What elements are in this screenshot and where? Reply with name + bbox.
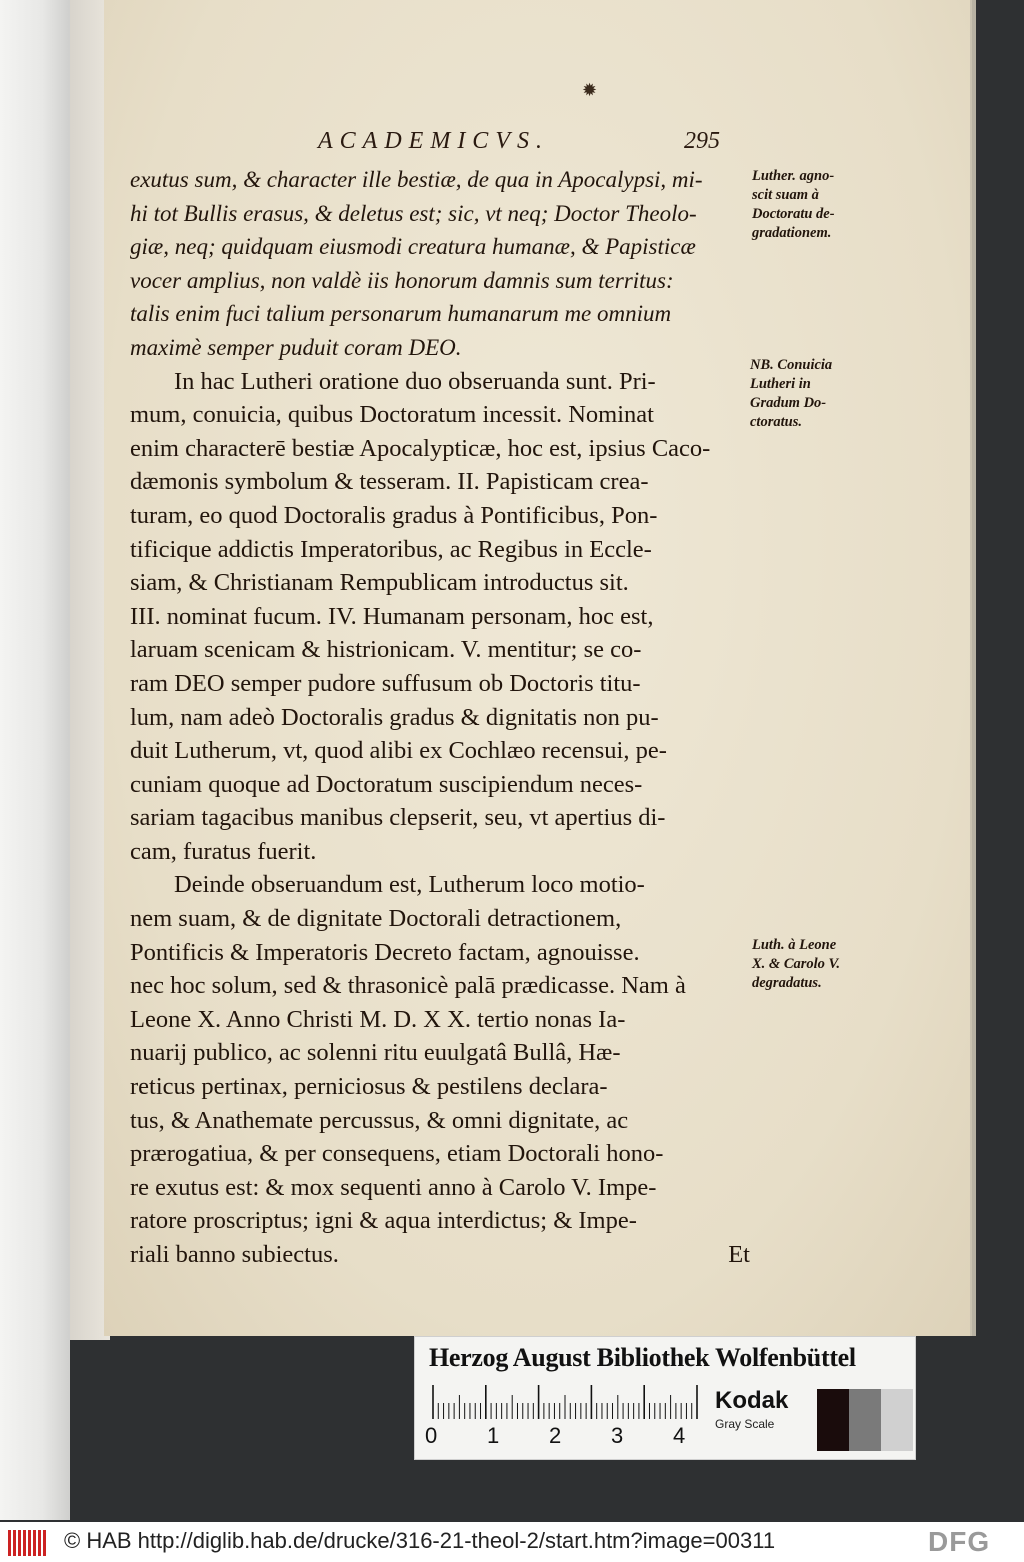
margin-note-line: ctoratus. bbox=[750, 414, 802, 430]
text-line: Deinde obseruandum est, Lutherum loco motio- bbox=[174, 871, 645, 899]
text-line: dæmonis symbolum & tesseram. II. Papisticam crea- bbox=[130, 468, 649, 496]
final-line bbox=[130, 1238, 750, 1272]
text-line: enim characterē bestiæ Apocalypticæ, hoc est, ipsius Caco- bbox=[130, 434, 711, 462]
catchword: Et bbox=[728, 1241, 750, 1268]
ruler-label: 0 bbox=[425, 1423, 438, 1448]
text-line: cam, furatus fuerit. bbox=[130, 837, 317, 865]
ruler-label: 4 bbox=[673, 1423, 686, 1448]
swatch-mid bbox=[849, 1389, 881, 1451]
text-line: nuarij publico, ac solenni ritu euulgatâ Bullâ, Hæ- bbox=[130, 1039, 621, 1067]
text-line: nem suam, & de dignitate Doctorali detractionem, bbox=[130, 905, 622, 933]
ruler-label: 3 bbox=[611, 1423, 624, 1448]
last-line-text: riali banno subiectus. bbox=[130, 1241, 339, 1268]
main-text bbox=[130, 163, 750, 1272]
margin-note-line: scit suam à bbox=[752, 187, 819, 203]
margin-note-3 bbox=[752, 936, 880, 993]
barcode-icon bbox=[8, 1530, 46, 1556]
text-line: ratore proscriptus; igni & aqua interdictus; & Impe- bbox=[130, 1207, 637, 1235]
margin-note-line: Gradum Do- bbox=[750, 395, 827, 411]
margin-note-line: Luther. agno- bbox=[752, 168, 835, 184]
dfg-logo: DFG bbox=[928, 1526, 991, 1557]
text-line: vocer amplius, non valdè iis honorum damnis sum territus: bbox=[130, 267, 674, 293]
text-line: duit Lutherum, vt, quod alibi ex Cochlæo recensui, pe- bbox=[130, 737, 667, 765]
margin-note-line: NB. Conuicia bbox=[750, 357, 833, 373]
ruler-label: 2 bbox=[549, 1423, 562, 1448]
text-line: reticus pertinax, perniciosus & pestilens declara- bbox=[130, 1073, 608, 1101]
text-line: In hac Lutheri oratione duo obseruanda sunt. Pri- bbox=[174, 367, 656, 395]
text-line: III. nominat fucum. IV. Humanam personam, hoc est, bbox=[130, 602, 654, 630]
margin-note-line: Lutheri in bbox=[750, 376, 811, 392]
library-name: Herzog August Bibliothek Wolfenbüttel bbox=[429, 1343, 856, 1372]
text-line: mum, conuicia, quibus Doctoratum incessit. Nominat bbox=[130, 401, 654, 429]
text-line: cuniam quoque ad Doctoratum suscipiendum neces- bbox=[130, 770, 643, 798]
text-line: exutus sum, & character ille bestiæ, de qua in Apocalypsi, mi- bbox=[130, 167, 703, 192]
margin-note-line: degradatus. bbox=[752, 975, 822, 991]
text-line: sariam tagacibus manibus clepserit, seu, vt apertius di- bbox=[130, 804, 666, 832]
margin-note-line: gradationem. bbox=[752, 225, 832, 241]
text-line: ram DEO semper pudore suffusum ob Doctoris titu- bbox=[130, 669, 641, 697]
margin-note-2 bbox=[750, 356, 878, 432]
text-line: maximè semper puduit coram DEO. bbox=[130, 334, 462, 360]
text-line: nec hoc solum, sed & thrasonicè palā prædicasse. Nam à bbox=[130, 972, 686, 1000]
text-line: hi tot Bullis erasus, & deletus est; sic, vt neq; Doctor Theolo- bbox=[130, 200, 697, 226]
page-number: 295 bbox=[684, 128, 720, 154]
margin-note-line: Doctoratu de- bbox=[752, 206, 835, 222]
text-line: prærogatiua, & per consequens, etiam Doctorali hono- bbox=[130, 1140, 664, 1168]
text-line: lum, nam adeò Doctoralis gradus & dignitatis non pu- bbox=[130, 703, 659, 731]
ruler-label: 1 bbox=[487, 1423, 500, 1448]
scanner-flap bbox=[0, 0, 70, 1520]
ruler-scale bbox=[429, 1385, 701, 1419]
running-head: ACADEMICVS. bbox=[318, 128, 549, 154]
text-line: siam, & Christianam Rempublicam introductus sit. bbox=[130, 569, 629, 597]
text-line: laruam scenicam & histrionicam. V. mentitur; se co- bbox=[130, 636, 642, 664]
margin-note-line: Luth. à Leone bbox=[752, 937, 837, 953]
text-line: tus, & Anathemate percussus, & omni dignitate, ac bbox=[130, 1106, 629, 1134]
final-line-wrap bbox=[130, 1238, 750, 1272]
text-line: tificique addictis Imperatoribus, ac Regibus in Eccle- bbox=[130, 535, 652, 563]
kodak-logo: Kodak bbox=[715, 1387, 789, 1414]
text-line: Leone X. Anno Christi M. D. X X. tertio nonas Ia- bbox=[130, 1005, 626, 1033]
swatch-dark bbox=[817, 1389, 849, 1451]
ruler-labels bbox=[425, 1423, 705, 1453]
gray-scale-label: Gray Scale bbox=[715, 1417, 775, 1431]
ornament: ✹ bbox=[582, 80, 598, 100]
text-line: Pontificis & Imperatoris Decreto factam, agnouisse. bbox=[130, 938, 640, 966]
quoted-passage bbox=[130, 163, 750, 365]
text-line: giæ, neq; quidquam eiusmodi creatura humanæ, & Papisticæ bbox=[130, 234, 696, 260]
swatch-light bbox=[881, 1389, 913, 1451]
paragraph-2 bbox=[130, 868, 750, 1238]
margin-note-1 bbox=[752, 167, 880, 243]
footer-bar bbox=[0, 1522, 1024, 1562]
copyright-url[interactable]: © HAB http://diglib.hab.de/drucke/316-21-theol-2/start.htm?image=00311 bbox=[64, 1528, 776, 1553]
color-target-card bbox=[414, 1336, 916, 1460]
text-line: talis enim fuci talium personarum humanarum me omnium bbox=[130, 301, 672, 327]
text-line: re exutus est: & mox sequenti anno à Carolo V. Impe- bbox=[130, 1173, 657, 1201]
text-line: turam, eo quod Doctoralis gradus à Pontificibus, Pon- bbox=[130, 501, 658, 529]
margin-note-line: X. & Carolo V. bbox=[752, 956, 840, 972]
paragraph-1 bbox=[130, 365, 750, 869]
